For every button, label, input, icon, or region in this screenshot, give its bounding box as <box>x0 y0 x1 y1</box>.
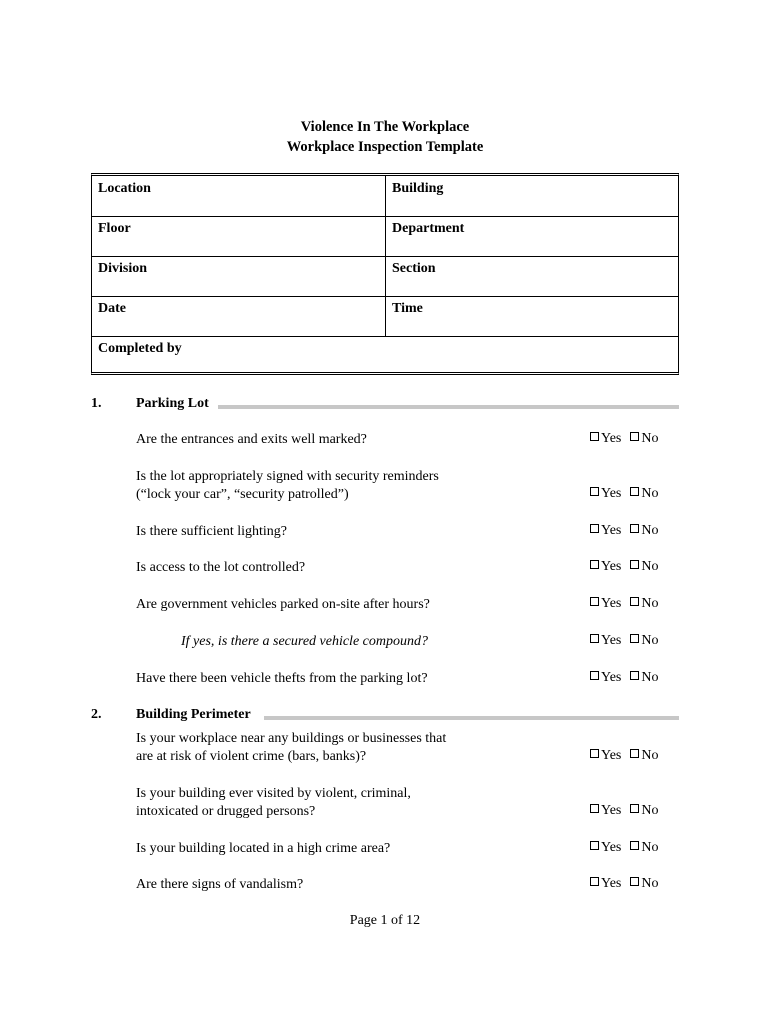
no-checkbox[interactable]: No <box>630 803 658 819</box>
yes-checkbox[interactable]: Yes <box>590 559 621 575</box>
no-checkbox[interactable]: No <box>630 523 658 539</box>
yes-no-choice <box>590 876 659 892</box>
question-text: Are the entrances and exits well marked? <box>136 432 367 447</box>
question-text: Are there signs of vandalism? <box>136 877 304 892</box>
no-checkbox[interactable]: No <box>630 596 658 612</box>
checkbox-icon <box>630 841 639 850</box>
checkbox-icon <box>590 560 599 569</box>
checkbox-icon <box>630 432 639 441</box>
no-checkbox[interactable]: No <box>630 559 658 575</box>
section-divider <box>264 716 679 720</box>
yes-no-choice <box>590 431 659 447</box>
checkbox-icon <box>590 634 599 643</box>
page-number: Page 1 of 12 <box>349 913 421 928</box>
checkbox-icon <box>590 841 599 850</box>
no-checkbox[interactable]: No <box>630 486 658 502</box>
section-number: 2. <box>91 707 102 722</box>
checkbox-icon <box>590 877 599 886</box>
checkbox-icon <box>590 804 599 813</box>
no-checkbox[interactable]: No <box>630 670 658 686</box>
question-text: Is the lot appropriately signed with security reminders (“lock your car”, “security patrolled”) <box>136 469 439 502</box>
department-field[interactable]: Department <box>392 221 465 236</box>
section-title: Building Perimeter <box>136 707 251 722</box>
checkbox-icon <box>630 487 639 496</box>
follow-up-question-text: If yes, is there a secured vehicle compound? <box>181 634 428 649</box>
yes-checkbox[interactable]: Yes <box>590 748 621 764</box>
no-checkbox[interactable]: No <box>630 748 658 764</box>
yes-checkbox[interactable]: Yes <box>590 803 621 819</box>
yes-checkbox[interactable]: Yes <box>590 840 621 856</box>
checkbox-icon <box>630 634 639 643</box>
yes-no-choice <box>590 840 659 856</box>
info-row-location <box>92 176 678 217</box>
checkbox-icon <box>630 524 639 533</box>
inspection-info-table <box>91 173 679 375</box>
yes-checkbox[interactable]: Yes <box>590 486 621 502</box>
yes-no-choice <box>590 559 659 575</box>
yes-no-choice <box>590 803 659 819</box>
yes-no-choice <box>590 670 659 686</box>
time-field[interactable]: Time <box>392 301 423 316</box>
question-text: Is your workplace near any buildings or businesses that are at risk of violent crime (bars, banks)? <box>136 731 447 764</box>
floor-field[interactable]: Floor <box>92 216 386 256</box>
document-title: Violence In The Workplace <box>300 119 470 135</box>
checkbox-icon <box>630 560 639 569</box>
yes-checkbox[interactable]: Yes <box>590 633 621 649</box>
question-text: Is your building located in a high crime area? <box>136 841 391 856</box>
location-field[interactable]: Location <box>92 176 386 216</box>
question-text: Are government vehicles parked on-site after hours? <box>136 597 430 612</box>
yes-checkbox[interactable]: Yes <box>590 876 621 892</box>
checkbox-icon <box>630 877 639 886</box>
yes-no-choice <box>590 596 659 612</box>
question-text: Is there sufficient lighting? <box>136 524 287 539</box>
yes-checkbox[interactable]: Yes <box>590 670 621 686</box>
info-row-date <box>92 296 678 337</box>
checkbox-icon <box>590 749 599 758</box>
checkbox-icon <box>590 524 599 533</box>
checkbox-icon <box>590 597 599 606</box>
yes-checkbox[interactable]: Yes <box>590 431 621 447</box>
checkbox-icon <box>590 487 599 496</box>
checkbox-icon <box>630 749 639 758</box>
yes-no-choice <box>590 523 659 539</box>
yes-no-choice <box>590 633 659 649</box>
section-title: Parking Lot <box>136 396 209 411</box>
checkbox-icon <box>630 597 639 606</box>
checkbox-icon <box>630 671 639 680</box>
info-row-completed-by <box>92 336 678 376</box>
checkbox-icon <box>590 671 599 680</box>
yes-checkbox[interactable]: Yes <box>590 596 621 612</box>
question-text: Is your building ever visited by violent, criminal, intoxicated or drugged persons? <box>136 786 411 819</box>
yes-no-choice <box>590 748 659 764</box>
info-row-division <box>92 256 678 297</box>
checkbox-icon <box>590 432 599 441</box>
date-field[interactable]: Date <box>92 296 386 336</box>
section-field[interactable]: Section <box>392 261 436 276</box>
checkbox-icon <box>630 804 639 813</box>
yes-no-choice <box>590 486 659 502</box>
document-subtitle: Workplace Inspection Template <box>286 139 484 155</box>
section-divider <box>218 405 679 409</box>
division-field[interactable]: Division <box>92 256 386 296</box>
building-field[interactable]: Building <box>392 181 444 196</box>
question-text: Is access to the lot controlled? <box>136 560 306 575</box>
yes-checkbox[interactable]: Yes <box>590 523 621 539</box>
completed-by-field[interactable]: Completed by <box>98 341 182 356</box>
no-checkbox[interactable]: No <box>630 431 658 447</box>
question-text: Have there been vehicle thefts from the parking lot? <box>136 671 428 686</box>
info-row-floor <box>92 216 678 257</box>
no-checkbox[interactable]: No <box>630 840 658 856</box>
section-number: 1. <box>91 396 102 411</box>
no-checkbox[interactable]: No <box>630 876 658 892</box>
no-checkbox[interactable]: No <box>630 633 658 649</box>
